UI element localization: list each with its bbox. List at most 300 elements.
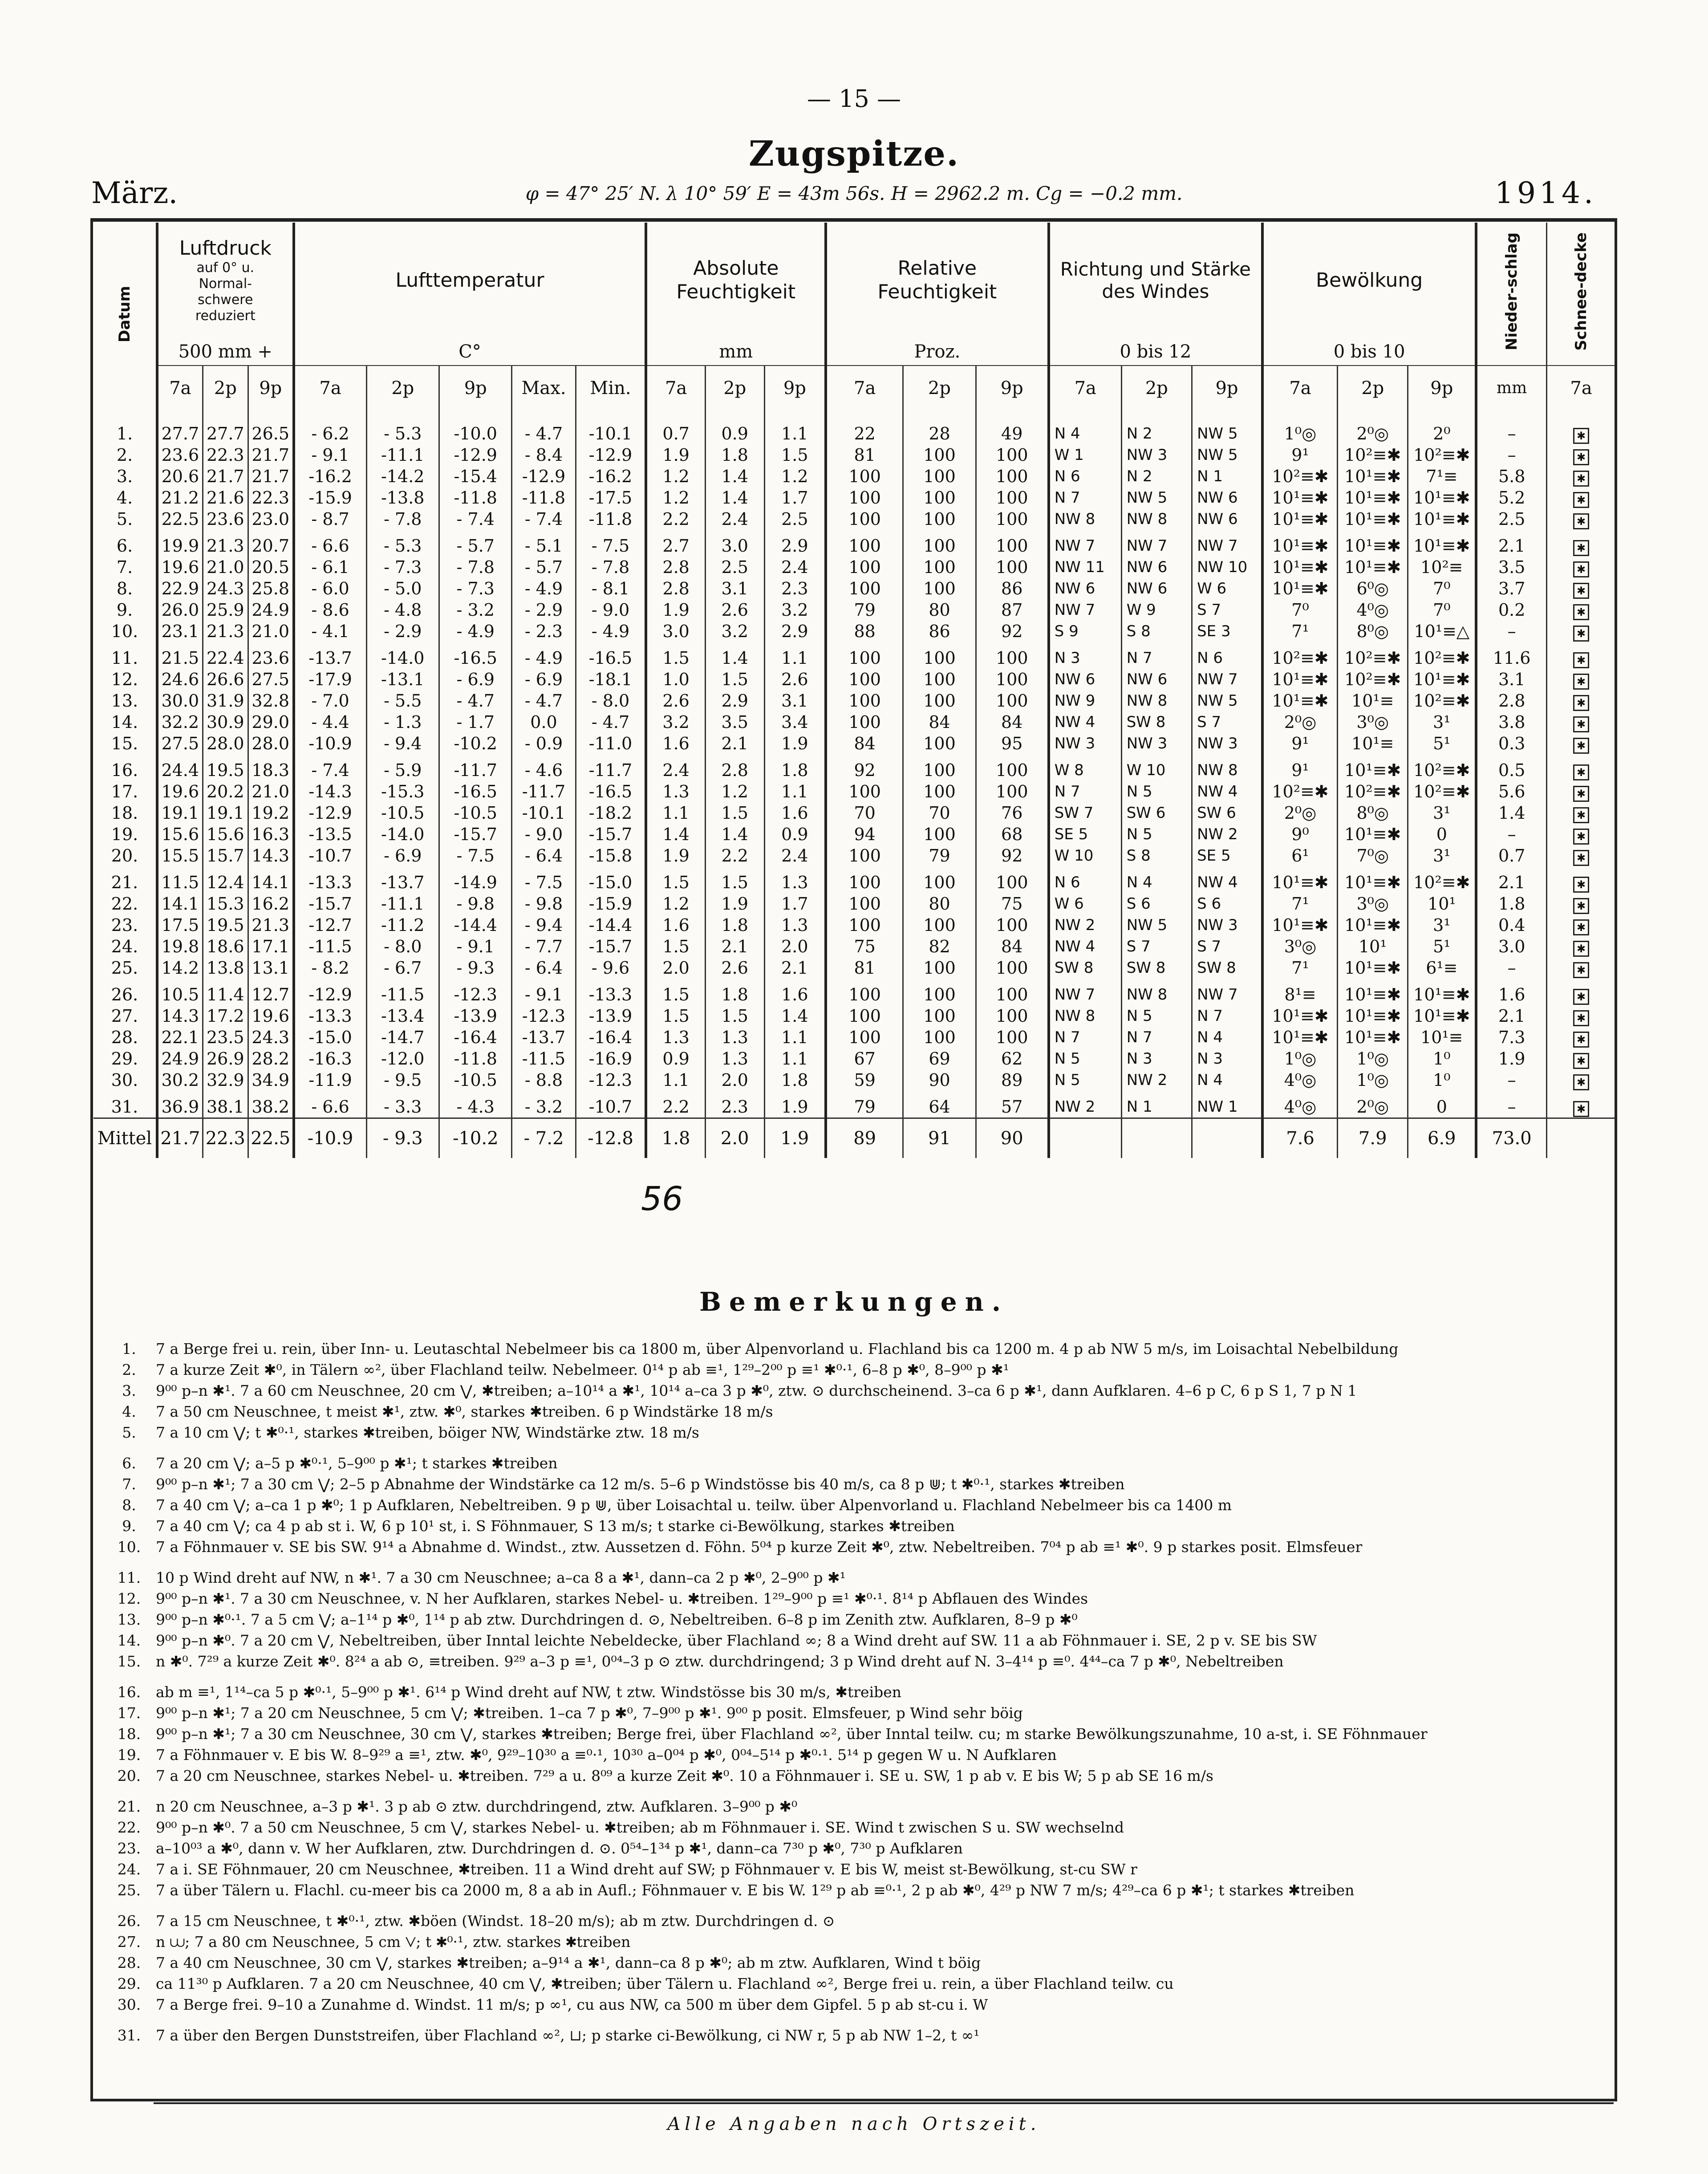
precipitation-cell: – <box>1476 957 1546 979</box>
precipitation-cell: – <box>1476 1096 1546 1118</box>
wind-cell: NW 5 <box>1121 914 1192 936</box>
snow-symbol-icon: ✱ <box>1573 764 1589 780</box>
mean-cell: -10.2 <box>439 1118 512 1158</box>
remark-day: 5. <box>122 1424 136 1441</box>
precipitation-cell: 0.7 <box>1476 845 1546 866</box>
group-spacer <box>93 1091 1615 1096</box>
wind-cell: N 4 <box>1049 410 1121 444</box>
temperature-cell: -11.2 <box>366 914 439 936</box>
wind-cell: SW 8 <box>1049 957 1121 979</box>
wind-cell: W 10 <box>1049 845 1121 866</box>
temperature-cell: - 7.4 <box>439 508 512 530</box>
wind-cell: N 2 <box>1121 466 1192 487</box>
abs-humidity-cell: 1.6 <box>764 984 826 1005</box>
remark-text: 7 a 15 cm Neuschnee, t ✱⁰·¹, ztw. ✱böen (Windst. 18–20 m/s); ab m ztw. Durchdringen d. ⊙ <box>156 1912 835 1930</box>
abs-humidity-cell: 1.2 <box>705 781 764 802</box>
wind-cell: S 6 <box>1121 893 1192 914</box>
temperature-cell: - 8.6 <box>294 599 366 621</box>
temperature-cell: -11.5 <box>294 936 366 957</box>
snow-symbol-icon: ✱ <box>1573 850 1589 866</box>
temperature-cell: -15.7 <box>576 936 646 957</box>
remark-line <box>102 1653 1284 1670</box>
temperature-cell: - 7.5 <box>439 845 512 866</box>
remark-text: 9⁰⁰ p–n ✱¹; 7 a 30 cm ⋁; 2–5 p Abnahme der Windstärke ca 12 m/s. 5–6 p Windstösse bis 40 m/s, ca 8 p ⋓; t ✱⁰·¹, starkes ✱treiben <box>156 1475 1125 1493</box>
temperature-cell: -10.0 <box>439 410 512 444</box>
cloud-cell: 10²≡✱ <box>1408 760 1476 781</box>
abs-humidity-cell: 2.3 <box>764 578 826 599</box>
day-cell: 16. <box>93 760 157 781</box>
snow-cover-cell <box>1547 957 1615 979</box>
temperature-cell: - 7.4 <box>294 760 366 781</box>
rel-humidity-cell: 87 <box>976 599 1049 621</box>
rel-unit: Proz. <box>826 338 1049 366</box>
rel-humidity-cell: 100 <box>976 957 1049 979</box>
wind-cell: NW 3 <box>1192 733 1262 754</box>
snow-symbol-icon: ✱ <box>1573 540 1589 556</box>
remark-text: 7 a Föhnmauer v. SE bis SW. 9¹⁴ a Abnahme d. Windst., ztw. Aussetzen d. Föhn. 5⁰⁴ p kurze Zeit ✱⁰, ztw. Nebeltreiben. 7⁰⁴ p ab ≡¹ ✱⁰. 9 p starkes posit. Elmsfeuer <box>156 1538 1363 1556</box>
rel-humidity-cell: 100 <box>826 535 903 557</box>
remark-text: 7 a Berge frei. 9–10 a Zunahme d. Windst. 11 m/s; p ∞¹, cu aus NW, ca 500 m über dem Gipfel. 5 p ab st-cu i. W <box>156 1996 988 2013</box>
temperature-cell: -13.5 <box>294 824 366 845</box>
remark-line <box>102 1704 1023 1722</box>
day-cell: 18. <box>93 802 157 824</box>
wind-cell: W 1 <box>1049 444 1121 466</box>
remark-day: 12. <box>117 1590 141 1607</box>
cloud-cell: 10¹≡ <box>1338 733 1408 754</box>
wind-cell: W 6 <box>1049 893 1121 914</box>
remark-text: 7 a Föhnmauer v. E bis W. 8–9²⁹ a ≡¹, ztw. ✱⁰, 9²⁹–10³⁰ a ≡⁰·¹, 10³⁰ a–0⁰⁴ p ✱⁰, 0⁰⁴–5¹⁴ p ✱⁰·¹. 5¹⁴ p gegen W u. N Aufklaren <box>156 1746 1057 1764</box>
snow-cover-cell <box>1547 487 1615 508</box>
schneedecke-header: Schnee-decke <box>1572 232 1590 351</box>
remark-text: 9⁰⁰ p–n ✱⁰. 7 a 50 cm Neuschnee, 5 cm ⋁, starkes Nebel- u. ✱treiben; ab m Föhnmauer i. SE. Wind t zwischen S u. SW wechselnd <box>156 1819 1124 1836</box>
wind-cell: NW 5 <box>1192 410 1262 444</box>
wind-cell: S 7 <box>1121 936 1192 957</box>
pressure-cell: 19.5 <box>203 760 248 781</box>
pressure-cell: 22.4 <box>203 647 248 669</box>
wind-cell: NW 2 <box>1192 824 1262 845</box>
cloud-cell: 10¹≡✱ <box>1262 1005 1338 1027</box>
pressure-cell: 30.2 <box>157 1069 203 1091</box>
temperature-cell: - 1.7 <box>439 711 512 733</box>
abs-humidity-cell: 1.4 <box>764 1005 826 1027</box>
temperature-cell: -13.3 <box>576 984 646 1005</box>
rel-humidity-cell: 75 <box>826 936 903 957</box>
remark-day: 16. <box>117 1683 141 1701</box>
snow-cover-cell <box>1547 669 1615 690</box>
temperature-cell: -14.7 <box>366 1027 439 1048</box>
rel-humidity-cell: 100 <box>903 733 976 754</box>
remark-text: 9⁰⁰ p–n ✱¹; 7 a 30 cm Neuschnee, 30 cm ⋁, starkes ✱treiben; Berge frei, über Flachland ∞², über Inntal teilw. cu; m starke Bewölkungszunahme, 10 a-st, i. SE Föhnmauer <box>156 1725 1428 1743</box>
handwritten-note: 56 <box>641 1180 683 1218</box>
pressure-cell: 24.4 <box>157 760 203 781</box>
rel-humidity-cell: 86 <box>976 578 1049 599</box>
wind-cell: NW 4 <box>1192 872 1262 893</box>
wind-cell: N 3 <box>1049 647 1121 669</box>
snow-symbol-icon: ✱ <box>1573 1053 1589 1069</box>
snow-cover-cell <box>1547 781 1615 802</box>
temperature-cell: - 9.8 <box>512 893 576 914</box>
pressure-cell: 11.4 <box>203 984 248 1005</box>
rel-humidity-cell: 100 <box>826 781 903 802</box>
subhead-7a: 7a <box>294 366 366 410</box>
cloud-cell: 10¹≡✱ <box>1338 984 1408 1005</box>
cloud-cell: 9¹ <box>1262 444 1338 466</box>
wind-cell: NW 7 <box>1049 599 1121 621</box>
niederschlag-header: Nieder-schlag <box>1476 223 1546 366</box>
rel-humidity-cell: 100 <box>903 578 976 599</box>
cloud-cell: 3⁰◎ <box>1338 893 1408 914</box>
snow-cover-cell <box>1547 1096 1615 1118</box>
pressure-cell: 22.9 <box>157 578 203 599</box>
abs-humidity-cell: 1.1 <box>764 781 826 802</box>
station-title: Zugspitze. <box>748 134 960 174</box>
snow-cover-cell <box>1547 802 1615 824</box>
pressure-cell: 21.7 <box>203 466 248 487</box>
rel-humidity-cell: 81 <box>826 957 903 979</box>
wind-cell: S 9 <box>1049 621 1121 642</box>
abs-humidity-cell: 2.4 <box>764 557 826 578</box>
remark-text: 7 a 40 cm ⋁; a–ca 1 p ✱⁰; 1 p Aufklaren, Nebeltreiben. 9 p ⋓, über Loisachtal u. teilw. über Alpenvorland u. Flachland Nebelmeer bis ca 1400 m <box>156 1496 1232 1514</box>
temperature-cell: -12.9 <box>294 802 366 824</box>
snow-cover-cell <box>1547 1069 1615 1091</box>
wind-cell: SW 7 <box>1049 802 1121 824</box>
temperature-cell: - 9.1 <box>512 984 576 1005</box>
cloud-cell: 10¹≡✱ <box>1338 824 1408 845</box>
wind-cell: NW 7 <box>1192 984 1262 1005</box>
mean-cell: 6.9 <box>1408 1118 1476 1158</box>
snow-symbol-icon: ✱ <box>1573 561 1589 577</box>
abs-humidity-cell: 3.2 <box>705 621 764 642</box>
precipitation-cell: 2.1 <box>1476 872 1546 893</box>
cloud-cell: 2⁰ <box>1408 410 1476 444</box>
day-cell: 24. <box>93 936 157 957</box>
temperature-cell: -13.7 <box>294 647 366 669</box>
temperature-cell: - 9.8 <box>439 893 512 914</box>
cloud-cell: 10¹ <box>1408 893 1476 914</box>
temperature-cell: -12.3 <box>439 984 512 1005</box>
abs-humidity-cell: 1.8 <box>764 760 826 781</box>
abs-humidity-cell: 3.1 <box>705 578 764 599</box>
wind-cell: N 5 <box>1121 1005 1192 1027</box>
rel-humidity-cell: 84 <box>903 711 976 733</box>
temperature-cell: - 4.1 <box>294 621 366 642</box>
temperature-cell: -16.2 <box>294 466 366 487</box>
cloud-cell: 2⁰◎ <box>1262 802 1338 824</box>
abs-humidity-cell: 1.3 <box>646 1027 705 1048</box>
mean-cell: 21.7 <box>157 1118 203 1158</box>
remark-line <box>102 1632 1317 1649</box>
remark-day: 27. <box>117 1933 141 1951</box>
mean-cell-empty <box>1049 1118 1121 1158</box>
rel-humidity-cell: 100 <box>826 1005 903 1027</box>
mean-cell: -10.9 <box>294 1118 366 1158</box>
cloud-cell: 8¹≡ <box>1262 984 1338 1005</box>
temperature-cell: - 7.8 <box>576 557 646 578</box>
pressure-cell: 26.6 <box>203 669 248 690</box>
wind-cell: NW 6 <box>1049 578 1121 599</box>
temperature-cell: - 1.3 <box>366 711 439 733</box>
wind-cell: NW 8 <box>1121 508 1192 530</box>
table-row <box>93 599 1615 621</box>
cloud-cell: 8⁰◎ <box>1338 802 1408 824</box>
temperature-cell: - 6.1 <box>294 557 366 578</box>
cloud-cell: 0 <box>1408 824 1476 845</box>
abs-humidity-cell: 0.7 <box>646 410 705 444</box>
pressure-cell: 30.0 <box>157 690 203 711</box>
snow-cover-cell <box>1547 466 1615 487</box>
temperature-cell: -16.9 <box>576 1048 646 1069</box>
remark-line <box>102 2027 980 2044</box>
temperature-cell: - 8.7 <box>294 508 366 530</box>
snow-cover-cell <box>1547 936 1615 957</box>
cloud-cell: 10¹≡✱ <box>1408 508 1476 530</box>
snow-cover-cell <box>1547 733 1615 754</box>
cloud-cell: 7⁰ <box>1262 599 1338 621</box>
pressure-cell: 24.3 <box>248 1027 293 1048</box>
wind-cell: S 8 <box>1121 621 1192 642</box>
rel-humidity-cell: 64 <box>903 1096 976 1118</box>
temperature-cell: -14.0 <box>366 824 439 845</box>
pressure-cell: 30.9 <box>203 711 248 733</box>
table-row <box>93 824 1615 845</box>
subhead-2p: 2p <box>903 366 976 410</box>
precipitation-cell: 2.8 <box>1476 690 1546 711</box>
temperature-cell: - 6.6 <box>294 1096 366 1118</box>
wind-cell: SW 6 <box>1121 802 1192 824</box>
remark-day: 2. <box>122 1361 136 1378</box>
cloud-cell: 7⁰ <box>1408 578 1476 599</box>
remark-text: 7 a 40 cm ⋁; ca 4 p ab st i. W, 6 p 10¹ st, i. S Föhnmauer, S 13 m/s; t starke ci-Bewölkung, starkes ✱treiben <box>156 1517 955 1535</box>
abs-humidity-cell: 1.5 <box>646 872 705 893</box>
wind-cell: W 9 <box>1121 599 1192 621</box>
abs-humidity-cell: 1.2 <box>764 466 826 487</box>
snow-symbol-icon: ✱ <box>1573 829 1589 845</box>
pressure-cell: 12.4 <box>203 872 248 893</box>
temperature-cell: -13.9 <box>576 1005 646 1027</box>
cloud-cell: 3¹ <box>1408 914 1476 936</box>
temperature-cell: -12.9 <box>576 444 646 466</box>
temperature-cell: -11.8 <box>576 508 646 530</box>
temperature-cell: -14.3 <box>294 781 366 802</box>
rel-humidity-cell: 100 <box>826 508 903 530</box>
station-coordinates: φ = 47° 25′ N. λ 10° 59′ E = 43m 56s. H = 2962.2 m. Cg = −0.2 mm. <box>525 183 1183 204</box>
pressure-cell: 32.9 <box>203 1069 248 1091</box>
temperature-cell: -12.9 <box>512 466 576 487</box>
temperature-cell: - 7.7 <box>512 936 576 957</box>
rel-humidity-cell: 100 <box>976 444 1049 466</box>
pressure-cell: 26.5 <box>248 410 293 444</box>
snow-symbol-icon: ✱ <box>1573 738 1589 754</box>
subhead-9p: 9p <box>976 366 1049 410</box>
rel-humidity-cell: 49 <box>976 410 1049 444</box>
subhead-2p: 2p <box>366 366 439 410</box>
cloud-cell: 1⁰◎ <box>1262 1048 1338 1069</box>
mean-row <box>93 1118 1615 1158</box>
temperature-cell: - 8.0 <box>366 936 439 957</box>
abs-humidity-cell: 2.0 <box>646 957 705 979</box>
wind-cell: NW 5 <box>1192 690 1262 711</box>
rel-humidity-cell: 62 <box>976 1048 1049 1069</box>
remark-text: 7 a kurze Zeit ✱⁰, in Tälern ∞², über Flachland teilw. Nebelmeer. 0¹⁴ p ab ≡¹, 1²⁹–2⁰⁰ p ≡¹ ✱⁰·¹, 6–8 p ✱⁰, 8–9⁰⁰ p ✱¹ <box>156 1361 1010 1378</box>
cloud-cell: 10¹≡✱ <box>1408 1005 1476 1027</box>
abs-humidity-cell: 2.4 <box>646 760 705 781</box>
pressure-cell: 12.7 <box>248 984 293 1005</box>
wind-unit: 0 bis 12 <box>1049 338 1262 366</box>
temperature-cell: - 6.9 <box>439 669 512 690</box>
precipitation-cell: – <box>1476 410 1546 444</box>
wind-cell: NW 8 <box>1192 760 1262 781</box>
abs-humidity-cell: 1.4 <box>705 487 764 508</box>
snow-cover-cell <box>1547 690 1615 711</box>
temperature-cell: -16.5 <box>576 781 646 802</box>
pressure-cell: 19.6 <box>157 781 203 802</box>
rel-humidity-cell: 28 <box>903 410 976 444</box>
day-cell: 11. <box>93 647 157 669</box>
remark-line <box>102 1996 988 2013</box>
temperature-cell: -18.2 <box>576 802 646 824</box>
cloud-cell: 10¹≡✱ <box>1338 487 1408 508</box>
rel-humidity-cell: 92 <box>976 621 1049 642</box>
remark-day: 20. <box>117 1767 141 1784</box>
remark-text: 7 a Berge frei u. rein, über Inn- u. Leutaschtal Nebelmeer bis ca 1800 m, über Alpenvorland u. Flachland bis ca 1200 m. 4 p ab NW 5 m/s, im Loisachtal Nebelbildung <box>156 1340 1399 1357</box>
wind-cell: NW 4 <box>1049 936 1121 957</box>
day-cell: 19. <box>93 824 157 845</box>
remark-text: 7 a 20 cm Neuschnee, starkes Nebel- u. ✱treiben. 7²⁹ a u. 8⁰⁹ a kurze Zeit ✱⁰. 10 a Föhnmauer i. SE u. SW, 1 p ab v. E bis W; 5 p ab SE 16 m/s <box>156 1767 1213 1784</box>
abs-humidity-cell: 1.8 <box>705 444 764 466</box>
snow-cover-cell <box>1547 760 1615 781</box>
pressure-cell: 21.3 <box>203 535 248 557</box>
remark-text: 7 a 10 cm ⋁; t ✱⁰·¹, starkes ✱treiben, böiger NW, Windstärke ztw. 18 m/s <box>156 1424 699 1441</box>
subhead-9p: 9p <box>439 366 512 410</box>
pressure-cell: 24.9 <box>157 1048 203 1069</box>
rel-humidity-cell: 100 <box>826 872 903 893</box>
mean-cell: - 7.2 <box>512 1118 576 1158</box>
cloud-cell: 10¹≡✱ <box>1262 487 1338 508</box>
rel-humidity-cell: 100 <box>903 557 976 578</box>
snow-cover-cell <box>1547 914 1615 936</box>
cloud-cell: 3⁰◎ <box>1338 711 1408 733</box>
pressure-cell: 38.1 <box>203 1096 248 1118</box>
abs-humidity-cell: 1.2 <box>646 487 705 508</box>
cloud-cell: 10²≡✱ <box>1408 647 1476 669</box>
day-cell: 31. <box>93 1096 157 1118</box>
temperature-cell: - 7.8 <box>366 508 439 530</box>
wind-cell: SE 5 <box>1049 824 1121 845</box>
abs-humidity-cell: 1.1 <box>646 1069 705 1091</box>
temperature-cell: - 7.5 <box>576 535 646 557</box>
group-spacer <box>93 754 1615 760</box>
day-cell: 2. <box>93 444 157 466</box>
day-cell: 23. <box>93 914 157 936</box>
snow-symbol-icon: ✱ <box>1573 1032 1589 1048</box>
day-cell: 22. <box>93 893 157 914</box>
temperature-cell: - 7.0 <box>294 690 366 711</box>
temperature-cell: -16.4 <box>439 1027 512 1048</box>
remark-text: 7 a über den Bergen Dunststreifen, über Flachland ∞², ⊔; p starke ci-Bewölkung, ci NW r, 5 p ab NW 1–2, t ∞¹ <box>156 2027 980 2044</box>
day-cell: 5. <box>93 508 157 530</box>
temperature-cell: -14.4 <box>576 914 646 936</box>
cloud-cell: 10¹≡✱ <box>1262 508 1338 530</box>
subhead-7a: 7a <box>826 366 903 410</box>
pressure-cell: 13.8 <box>203 957 248 979</box>
temperature-cell: - 9.6 <box>576 957 646 979</box>
remark-text: 7 a 50 cm Neuschnee, t meist ✱¹, ztw. ✱⁰, starkes ✱treiben. 6 p Windstärke 18 m/s <box>156 1403 773 1420</box>
temperature-cell: - 5.7 <box>439 535 512 557</box>
pressure-cell: 27.7 <box>157 410 203 444</box>
wind-cell: N 4 <box>1121 872 1192 893</box>
pressure-cell: 15.3 <box>203 893 248 914</box>
temperature-cell: - 4.7 <box>512 410 576 444</box>
pressure-cell: 23.6 <box>157 444 203 466</box>
precipitation-cell: – <box>1476 824 1546 845</box>
rel-humidity-cell: 100 <box>903 669 976 690</box>
cloud-cell: 0 <box>1408 1096 1476 1118</box>
snow-cover-cell <box>1547 557 1615 578</box>
abs-humidity-cell: 1.2 <box>646 466 705 487</box>
abs-humidity-cell: 1.6 <box>646 914 705 936</box>
wind-cell: NW 8 <box>1121 690 1192 711</box>
cloud-cell: 10¹≡✱ <box>1262 578 1338 599</box>
pressure-cell: 24.9 <box>248 599 293 621</box>
rel-humidity-cell: 84 <box>826 733 903 754</box>
table-row <box>93 466 1615 487</box>
cloud-cell: 2⁰◎ <box>1262 711 1338 733</box>
temperature-cell: - 6.4 <box>512 957 576 979</box>
month-label: März. <box>91 176 178 210</box>
snow-cover-cell <box>1547 647 1615 669</box>
abs-humidity-cell: 3.2 <box>764 599 826 621</box>
temperature-cell: -13.7 <box>512 1027 576 1048</box>
cloud-cell: 4⁰◎ <box>1262 1096 1338 1118</box>
remark-line <box>102 1912 835 1930</box>
remark-line <box>102 1975 1174 1992</box>
remark-text: 7 a 20 cm ⋁; a–5 p ✱⁰·¹, 5–9⁰⁰ p ✱¹; t starkes ✱treiben <box>156 1455 558 1472</box>
pressure-cell: 34.9 <box>248 1069 293 1091</box>
cloud-cell: 6⁰◎ <box>1338 578 1408 599</box>
remark-day: 9. <box>122 1517 136 1535</box>
temperature-cell: -15.9 <box>294 487 366 508</box>
pressure-cell: 21.3 <box>203 621 248 642</box>
wind-cell: NW 2 <box>1121 1069 1192 1091</box>
pressure-cell: 10.5 <box>157 984 203 1005</box>
mean-cell: 1.9 <box>764 1118 826 1158</box>
temperature-cell: - 9.0 <box>512 824 576 845</box>
temperature-cell: -12.9 <box>439 444 512 466</box>
abs-humidity-cell: 1.5 <box>705 1005 764 1027</box>
temperature-cell: -15.0 <box>294 1027 366 1048</box>
remark-line <box>102 1819 1124 1836</box>
temperature-cell: - 5.3 <box>366 410 439 444</box>
subhead-9p: 9p <box>1408 366 1476 410</box>
cloud-cell: 10¹≡✱ <box>1338 1027 1408 1048</box>
rel-humidity-cell: 100 <box>976 760 1049 781</box>
cloud-cell: 3¹ <box>1408 711 1476 733</box>
snow-symbol-icon: ✱ <box>1573 716 1589 732</box>
day-cell: 12. <box>93 669 157 690</box>
wind-cell: NW 6 <box>1192 487 1262 508</box>
abs-humidity-cell: 1.5 <box>646 984 705 1005</box>
temperature-cell: -17.9 <box>294 669 366 690</box>
wind-cell: N 4 <box>1192 1027 1262 1048</box>
pressure-cell: 32.8 <box>248 690 293 711</box>
mean-cell: Mittel <box>93 1118 157 1158</box>
snow-cover-cell <box>1547 508 1615 530</box>
weather-table <box>93 223 1615 1158</box>
rel-humidity-cell: 100 <box>826 1027 903 1048</box>
subhead-min: Min. <box>576 366 646 410</box>
cloud-cell: 10¹ <box>1338 936 1408 957</box>
temperature-cell: -17.5 <box>576 487 646 508</box>
